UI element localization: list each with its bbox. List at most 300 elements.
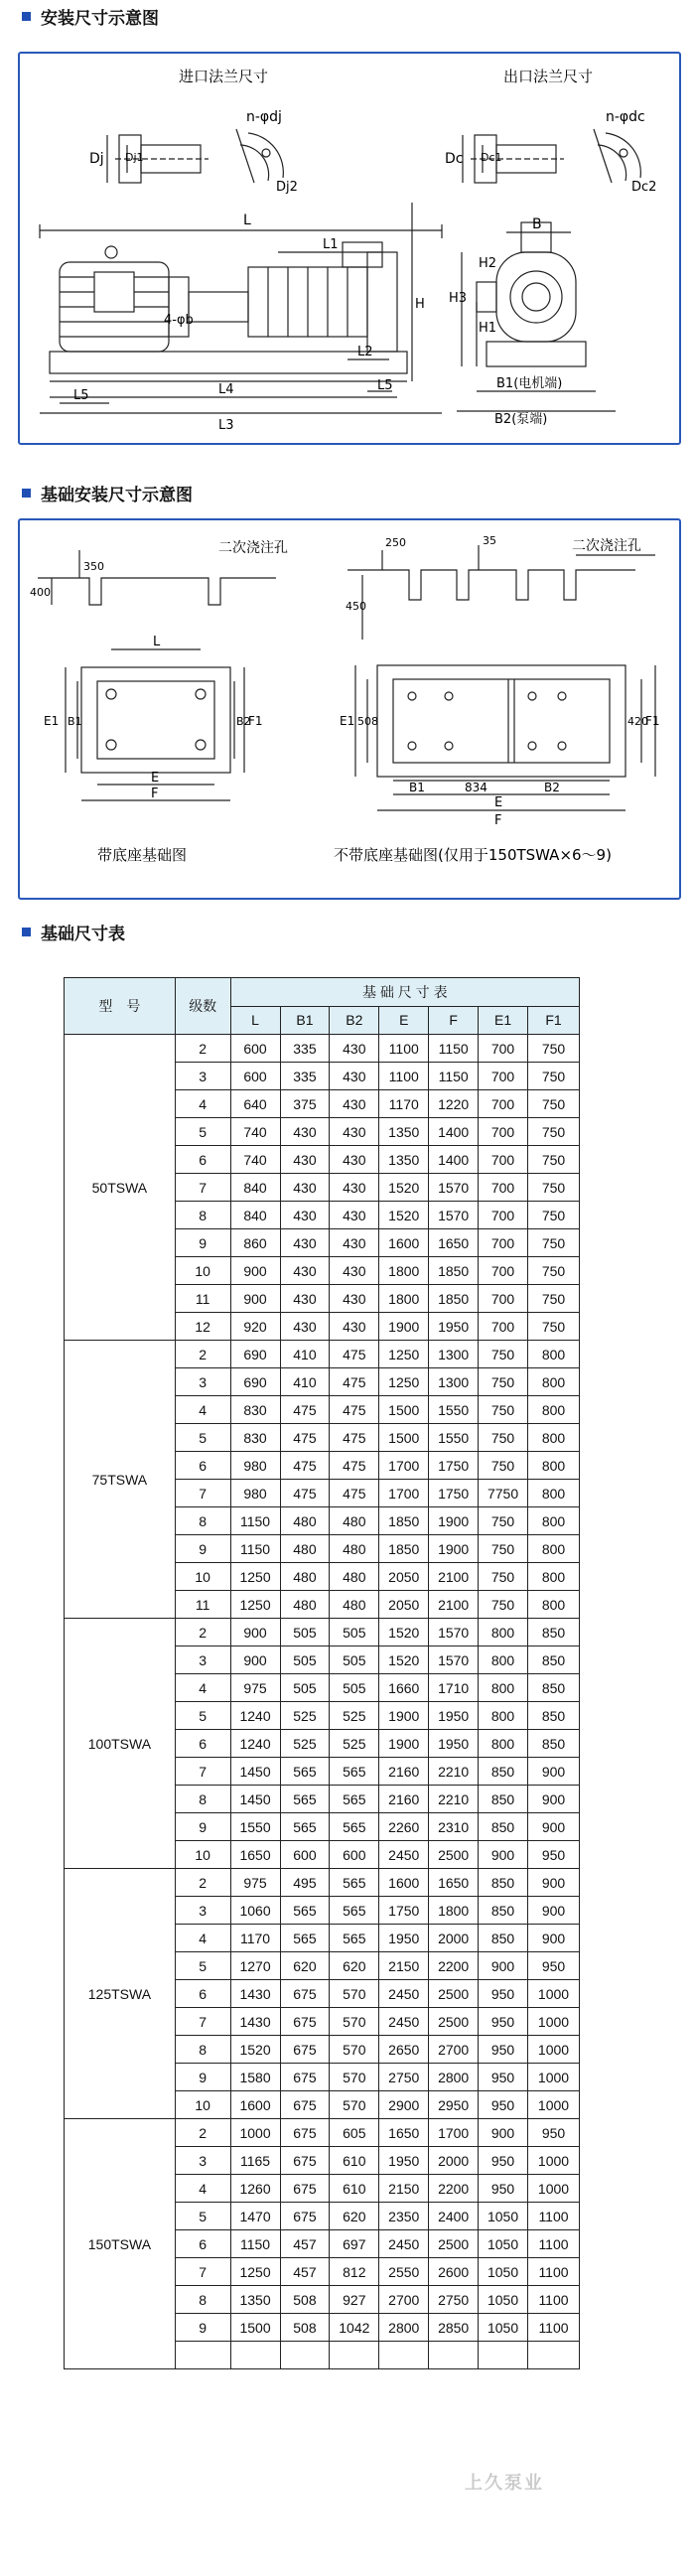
- value-cell: [230, 2342, 280, 2369]
- label-bolt-5: L5: [377, 378, 393, 393]
- value-cell: 1900: [379, 1730, 429, 1758]
- value-cell: 1520: [379, 1619, 429, 1646]
- value-cell: 430: [330, 1035, 379, 1063]
- value-cell: 1100: [528, 2203, 580, 2230]
- value-cell: 697: [330, 2230, 379, 2258]
- value-cell: 565: [330, 1813, 379, 1841]
- value-cell: 700: [479, 1285, 528, 1313]
- value-cell: 475: [280, 1452, 330, 1480]
- value-cell: 430: [330, 1146, 379, 1174]
- stage-cell: 3: [175, 1897, 230, 1925]
- value-cell: 620: [330, 1952, 379, 1980]
- value-cell: 750: [528, 1285, 580, 1313]
- value-cell: 508: [280, 2286, 330, 2314]
- value-cell: 2700: [429, 2036, 479, 2064]
- value-cell: 1250: [379, 1341, 429, 1368]
- value-cell: 335: [280, 1035, 330, 1063]
- value-cell: 1710: [429, 1674, 479, 1702]
- inlet-flange-title: 进口法兰尺寸: [179, 68, 269, 85]
- left-F: F: [151, 787, 159, 801]
- value-cell: 2500: [429, 2230, 479, 2258]
- value-cell: 410: [280, 1341, 330, 1368]
- value-cell: 927: [330, 2286, 379, 2314]
- value-cell: 1150: [429, 1035, 479, 1063]
- label-Dj1: Dj1: [125, 151, 144, 164]
- value-cell: 800: [479, 1619, 528, 1646]
- value-cell: 2500: [429, 2008, 479, 2036]
- value-cell: 475: [330, 1368, 379, 1396]
- grout-hole-right: 二次浇注孔: [572, 538, 641, 554]
- stage-cell: 5: [175, 1118, 230, 1146]
- stage-cell: 4: [175, 1090, 230, 1118]
- value-cell: 750: [479, 1368, 528, 1396]
- install-diagram-panel: [18, 52, 681, 445]
- value-cell: 830: [230, 1396, 280, 1424]
- install-diagram: [20, 54, 679, 443]
- value-cell: 1500: [379, 1424, 429, 1452]
- value-cell: [479, 2342, 528, 2369]
- value-cell: 675: [280, 2036, 330, 2064]
- outlet-holes-label: n-φdc: [606, 109, 645, 125]
- label-Dc: Dc: [445, 151, 464, 167]
- value-cell: 1000: [528, 2175, 580, 2203]
- label-L4: L4: [218, 382, 234, 397]
- value-cell: 410: [280, 1368, 330, 1396]
- stage-cell: 8: [175, 1507, 230, 1535]
- left-B2: B2: [236, 715, 251, 728]
- value-cell: 675: [280, 1980, 330, 2008]
- label-B1-motor: B1(电机端): [496, 376, 563, 391]
- value-cell: 457: [280, 2258, 330, 2286]
- value-cell: 800: [528, 1424, 580, 1452]
- left-B1: B1: [68, 715, 82, 728]
- column-header: B1: [280, 1006, 330, 1035]
- header-stage: 级数: [175, 978, 230, 1035]
- value-cell: 505: [280, 1646, 330, 1674]
- value-cell: 1300: [429, 1341, 479, 1368]
- value-cell: 1850: [429, 1257, 479, 1285]
- value-cell: 1950: [429, 1730, 479, 1758]
- value-cell: 1570: [429, 1619, 479, 1646]
- value-cell: 1100: [379, 1063, 429, 1090]
- left-E: E: [151, 771, 160, 786]
- value-cell: 2100: [429, 1563, 479, 1591]
- value-cell: 1950: [379, 2147, 429, 2175]
- value-cell: 750: [528, 1146, 580, 1174]
- value-cell: 1350: [230, 2286, 280, 2314]
- value-cell: 900: [528, 1925, 580, 1952]
- value-cell: 1500: [230, 2314, 280, 2342]
- value-cell: 1150: [429, 1063, 479, 1090]
- value-cell: 1250: [230, 2258, 280, 2286]
- value-cell: 700: [479, 1118, 528, 1146]
- value-cell: [528, 2342, 580, 2369]
- value-cell: 950: [528, 2119, 580, 2147]
- value-cell: 750: [479, 1396, 528, 1424]
- value-cell: 1650: [379, 2119, 429, 2147]
- column-header: F: [429, 1006, 479, 1035]
- value-cell: 900: [230, 1285, 280, 1313]
- value-cell: 565: [280, 1786, 330, 1813]
- value-cell: 1470: [230, 2203, 280, 2230]
- value-cell: 800: [528, 1396, 580, 1424]
- value-cell: 2200: [429, 1952, 479, 1980]
- value-cell: 2000: [429, 2147, 479, 2175]
- value-cell: 675: [280, 2203, 330, 2230]
- value-cell: 1000: [230, 2119, 280, 2147]
- value-cell: 1950: [429, 1313, 479, 1341]
- value-cell: 2500: [429, 1980, 479, 2008]
- value-cell: 675: [280, 2008, 330, 2036]
- value-cell: 1240: [230, 1730, 280, 1758]
- dim-450: 450: [346, 600, 366, 613]
- value-cell: 950: [479, 2175, 528, 2203]
- value-cell: 430: [330, 1229, 379, 1257]
- value-cell: 750: [479, 1535, 528, 1563]
- label-L3: L3: [218, 418, 234, 433]
- value-cell: 975: [230, 1869, 280, 1897]
- value-cell: 675: [280, 2091, 330, 2119]
- value-cell: 505: [280, 1674, 330, 1702]
- stage-cell: 2: [175, 1341, 230, 1368]
- value-cell: 1650: [429, 1229, 479, 1257]
- value-cell: 570: [330, 2008, 379, 2036]
- value-cell: 2210: [429, 1758, 479, 1786]
- value-cell: 1100: [528, 2314, 580, 2342]
- header-model: 型 号: [65, 978, 176, 1035]
- value-cell: 570: [330, 2036, 379, 2064]
- value-cell: 800: [479, 1730, 528, 1758]
- value-cell: 430: [330, 1257, 379, 1285]
- value-cell: 950: [528, 1841, 580, 1869]
- value-cell: 1430: [230, 2008, 280, 2036]
- value-cell: 675: [280, 2175, 330, 2203]
- stage-cell: 5: [175, 1424, 230, 1452]
- label-L1: L1: [323, 237, 339, 252]
- value-cell: 1450: [230, 1758, 280, 1786]
- value-cell: 700: [479, 1229, 528, 1257]
- value-cell: 525: [280, 1730, 330, 1758]
- value-cell: 900: [230, 1619, 280, 1646]
- value-cell: 1400: [429, 1118, 479, 1146]
- foundation-dimension-table: [64, 977, 580, 2369]
- value-cell: 430: [330, 1202, 379, 1229]
- value-cell: 900: [528, 1869, 580, 1897]
- stage-cell: [175, 2342, 230, 2369]
- value-cell: 850: [528, 1619, 580, 1646]
- value-cell: 950: [479, 1980, 528, 2008]
- stage-cell: 11: [175, 1285, 230, 1313]
- value-cell: 2260: [379, 1813, 429, 1841]
- value-cell: 1150: [230, 2230, 280, 2258]
- model-cell: 50TSWA: [65, 1035, 176, 1341]
- value-cell: 480: [330, 1591, 379, 1619]
- label-B: B: [532, 216, 542, 232]
- value-cell: 1800: [379, 1285, 429, 1313]
- stage-cell: 6: [175, 2230, 230, 2258]
- section-title-foundation: 基础安装尺寸示意图: [22, 481, 193, 505]
- value-cell: 430: [280, 1313, 330, 1341]
- value-cell: 750: [528, 1202, 580, 1229]
- value-cell: [280, 2342, 330, 2369]
- value-cell: 1050: [479, 2258, 528, 2286]
- value-cell: 600: [280, 1841, 330, 1869]
- value-cell: 740: [230, 1146, 280, 1174]
- value-cell: 505: [280, 1619, 330, 1646]
- value-cell: 1000: [528, 2008, 580, 2036]
- dim-35: 35: [483, 534, 496, 547]
- value-cell: 850: [479, 1813, 528, 1841]
- value-cell: 430: [330, 1063, 379, 1090]
- value-cell: 1600: [379, 1869, 429, 1897]
- dim-834: 834: [465, 781, 487, 794]
- value-cell: 1220: [429, 1090, 479, 1118]
- value-cell: 480: [280, 1507, 330, 1535]
- column-header: E: [379, 1006, 429, 1035]
- value-cell: 840: [230, 1174, 280, 1202]
- value-cell: 565: [330, 1786, 379, 1813]
- model-cell: 75TSWA: [65, 1341, 176, 1619]
- value-cell: 690: [230, 1341, 280, 1368]
- caption-with-base: 带底座基础图: [97, 846, 188, 864]
- value-cell: 1250: [230, 1563, 280, 1591]
- value-cell: 2150: [379, 2175, 429, 2203]
- value-cell: 950: [479, 2064, 528, 2091]
- model-cell: 150TSWA: [65, 2119, 176, 2369]
- dim-508: 508: [357, 715, 378, 728]
- value-cell: 2160: [379, 1786, 429, 1813]
- value-cell: 800: [528, 1563, 580, 1591]
- value-cell: 850: [479, 1925, 528, 1952]
- value-cell: 1050: [479, 2314, 528, 2342]
- value-cell: 1165: [230, 2147, 280, 2175]
- value-cell: 740: [230, 1118, 280, 1146]
- value-cell: 850: [479, 1758, 528, 1786]
- value-cell: 480: [280, 1563, 330, 1591]
- value-cell: 750: [479, 1424, 528, 1452]
- stage-cell: 7: [175, 2008, 230, 2036]
- value-cell: 850: [528, 1702, 580, 1730]
- value-cell: 800: [528, 1341, 580, 1368]
- value-cell: 2750: [379, 2064, 429, 2091]
- value-cell: 700: [479, 1257, 528, 1285]
- section-title-table: 基础尺寸表: [22, 920, 125, 944]
- value-cell: 750: [528, 1174, 580, 1202]
- value-cell: 2200: [429, 2175, 479, 2203]
- value-cell: 1850: [379, 1507, 429, 1535]
- value-cell: 1660: [379, 1674, 429, 1702]
- value-cell: 950: [528, 1952, 580, 1980]
- value-cell: 1550: [429, 1396, 479, 1424]
- value-cell: 430: [280, 1257, 330, 1285]
- value-cell: 1900: [379, 1702, 429, 1730]
- value-cell: 1170: [379, 1090, 429, 1118]
- value-cell: 1850: [379, 1535, 429, 1563]
- stage-cell: 2: [175, 1035, 230, 1063]
- table-row: [65, 1619, 580, 1646]
- stage-cell: 8: [175, 1786, 230, 1813]
- value-cell: 495: [280, 1869, 330, 1897]
- value-cell: 375: [280, 1090, 330, 1118]
- value-cell: 900: [230, 1646, 280, 1674]
- stage-cell: 7: [175, 1174, 230, 1202]
- value-cell: 430: [330, 1285, 379, 1313]
- value-cell: 690: [230, 1368, 280, 1396]
- value-cell: 475: [330, 1452, 379, 1480]
- value-cell: 750: [528, 1118, 580, 1146]
- value-cell: 1550: [429, 1424, 479, 1452]
- value-cell: 480: [330, 1535, 379, 1563]
- right-F: F: [494, 813, 502, 828]
- value-cell: 700: [479, 1202, 528, 1229]
- value-cell: 600: [330, 1841, 379, 1869]
- value-cell: 570: [330, 2064, 379, 2091]
- stage-cell: 10: [175, 1257, 230, 1285]
- dim-420: 420: [627, 715, 648, 728]
- value-cell: 430: [280, 1229, 330, 1257]
- value-cell: 1300: [429, 1368, 479, 1396]
- value-cell: 1850: [429, 1285, 479, 1313]
- value-cell: 565: [280, 1758, 330, 1786]
- value-cell: 1570: [429, 1646, 479, 1674]
- value-cell: 2050: [379, 1563, 429, 1591]
- value-cell: 1550: [230, 1813, 280, 1841]
- stage-cell: 4: [175, 1925, 230, 1952]
- value-cell: 1250: [230, 1591, 280, 1619]
- stage-cell: 7: [175, 2258, 230, 2286]
- value-cell: 475: [330, 1480, 379, 1507]
- stage-cell: 3: [175, 1368, 230, 1396]
- value-cell: 1100: [528, 2230, 580, 2258]
- caption-without-base: 不带底座基础图(仅用于150TSWA×6～9): [334, 846, 612, 864]
- value-cell: 2600: [429, 2258, 479, 2286]
- value-cell: 900: [528, 1813, 580, 1841]
- stage-cell: 2: [175, 1869, 230, 1897]
- stage-cell: 5: [175, 2203, 230, 2230]
- value-cell: 1150: [230, 1507, 280, 1535]
- value-cell: 850: [479, 1869, 528, 1897]
- value-cell: 430: [280, 1174, 330, 1202]
- value-cell: 1520: [230, 2036, 280, 2064]
- value-cell: 980: [230, 1452, 280, 1480]
- value-cell: 565: [280, 1897, 330, 1925]
- section-marker-icon: [22, 12, 31, 21]
- header-group: 基 础 尺 寸 表: [230, 978, 579, 1007]
- value-cell: 1100: [379, 1035, 429, 1063]
- value-cell: 2650: [379, 2036, 429, 2064]
- value-cell: 750: [528, 1313, 580, 1341]
- value-cell: 2000: [429, 1925, 479, 1952]
- value-cell: 457: [280, 2230, 330, 2258]
- stage-cell: 3: [175, 2147, 230, 2175]
- section-title-install: 安装尺寸示意图: [22, 4, 159, 29]
- value-cell: 812: [330, 2258, 379, 2286]
- value-cell: 480: [330, 1563, 379, 1591]
- stage-cell: 7: [175, 1480, 230, 1507]
- value-cell: 840: [230, 1202, 280, 1229]
- value-cell: 1750: [379, 1897, 429, 1925]
- value-cell: 750: [528, 1063, 580, 1090]
- value-cell: 475: [280, 1424, 330, 1452]
- foundation-diagram: [20, 520, 679, 898]
- label-H: H: [415, 297, 425, 312]
- value-cell: 570: [330, 2091, 379, 2119]
- value-cell: 1520: [379, 1202, 429, 1229]
- value-cell: 2900: [379, 2091, 429, 2119]
- left-F1: F1: [248, 714, 263, 728]
- value-cell: 800: [528, 1480, 580, 1507]
- grout-hole-left: 二次浇注孔: [218, 540, 288, 556]
- value-cell: 525: [330, 1702, 379, 1730]
- value-cell: 335: [280, 1063, 330, 1090]
- section-marker-icon: [22, 489, 31, 498]
- value-cell: 1570: [429, 1174, 479, 1202]
- stage-cell: 5: [175, 1952, 230, 1980]
- inlet-holes-label: n-φdj: [246, 109, 282, 125]
- value-cell: 565: [330, 1925, 379, 1952]
- stage-cell: 6: [175, 1980, 230, 2008]
- value-cell: 508: [280, 2314, 330, 2342]
- stage-cell: 7: [175, 1758, 230, 1786]
- stage-cell: 8: [175, 1202, 230, 1229]
- value-cell: 640: [230, 1090, 280, 1118]
- value-cell: 750: [479, 1452, 528, 1480]
- value-cell: 505: [330, 1646, 379, 1674]
- stage-cell: 10: [175, 1841, 230, 1869]
- value-cell: 1600: [230, 2091, 280, 2119]
- value-cell: 620: [280, 1952, 330, 1980]
- value-cell: 2050: [379, 1591, 429, 1619]
- value-cell: 1000: [528, 2091, 580, 2119]
- value-cell: 850: [528, 1730, 580, 1758]
- value-cell: 800: [528, 1535, 580, 1563]
- value-cell: [429, 2342, 479, 2369]
- value-cell: 620: [330, 2203, 379, 2230]
- value-cell: 900: [528, 1786, 580, 1813]
- outlet-flange-title: 出口法兰尺寸: [503, 68, 594, 85]
- value-cell: 2800: [429, 2064, 479, 2091]
- value-cell: 1800: [379, 1257, 429, 1285]
- value-cell: 700: [479, 1174, 528, 1202]
- value-cell: 1042: [330, 2314, 379, 2342]
- value-cell: 430: [280, 1202, 330, 1229]
- value-cell: 900: [230, 1257, 280, 1285]
- value-cell: 1700: [429, 2119, 479, 2147]
- value-cell: 800: [528, 1591, 580, 1619]
- left-L: L: [153, 635, 161, 649]
- column-header: L: [230, 1006, 280, 1035]
- value-cell: 2450: [379, 2008, 429, 2036]
- dim-250: 250: [385, 536, 406, 549]
- value-cell: 1520: [379, 1646, 429, 1674]
- value-cell: 480: [280, 1591, 330, 1619]
- value-cell: 750: [479, 1341, 528, 1368]
- stage-cell: 9: [175, 1813, 230, 1841]
- stage-cell: 9: [175, 1535, 230, 1563]
- label-H2: H2: [479, 256, 497, 271]
- value-cell: 525: [280, 1702, 330, 1730]
- value-cell: 565: [280, 1813, 330, 1841]
- label-bolt: 4-φb: [164, 313, 194, 328]
- value-cell: 430: [330, 1174, 379, 1202]
- value-cell: 1900: [429, 1507, 479, 1535]
- stage-cell: 5: [175, 1702, 230, 1730]
- stage-cell: 9: [175, 1229, 230, 1257]
- table-row: [65, 1869, 580, 1897]
- value-cell: 605: [330, 2119, 379, 2147]
- label-Dc1: Dc1: [481, 151, 502, 164]
- value-cell: 1060: [230, 1897, 280, 1925]
